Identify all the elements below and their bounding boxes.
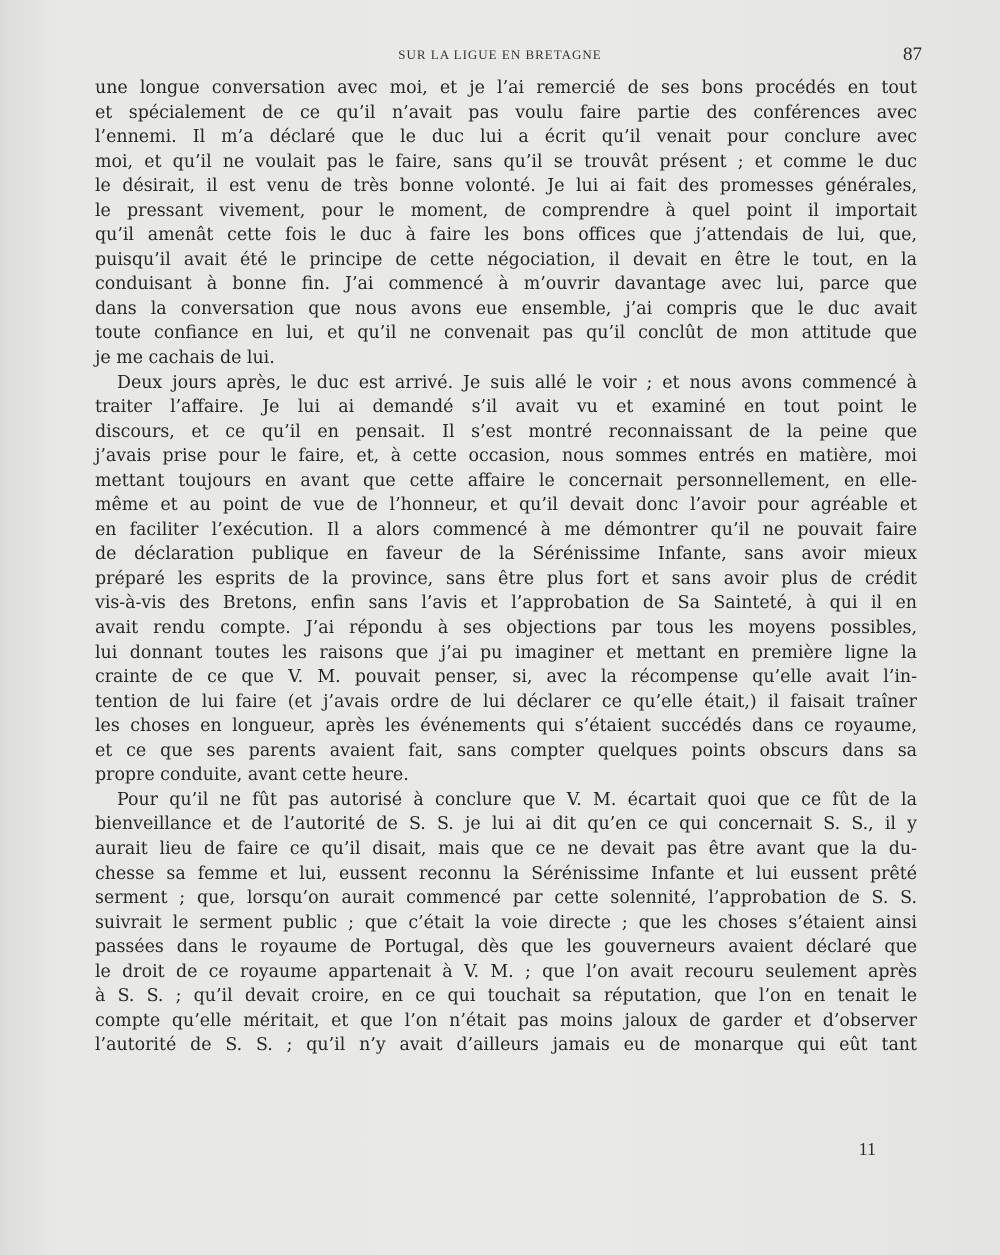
text-line: même et au point de vue de l’honneur, et qu’il devait donc l’avoir pour agréable et bbox=[95, 495, 917, 516]
text-line: bienveillance et de l’autorité de S. S. je lui ai dit qu’en ce qui concernait S. S., il y bbox=[95, 814, 917, 835]
text-line: Deux jours après, le duc est arrivé. Je suis allé le voir ; et nous avons commencé à bbox=[117, 372, 917, 393]
text-line: vis-à-vis des Bretons, enfin sans l’avis et l’approbation de Sa Sainteté, à qui il en bbox=[95, 593, 917, 614]
text-line: puisqu’il avait été le principe de cette négociation, il devait en être le tout, en la bbox=[95, 249, 917, 270]
text-line: mettant toujours en avant que cette affaire le concernait personnellement, en elle- bbox=[95, 470, 917, 491]
text-line: Pour qu’il ne fût pas autorisé à conclure que V. M. écartait quoi que ce fût de la bbox=[117, 789, 917, 810]
text-line: lui donnant toutes les raisons que j’ai pu imaginer et mettant en première ligne la bbox=[95, 642, 917, 663]
text-line: le désirait, il est venu de très bonne volonté. Je lui ai fait des promesses générales, bbox=[95, 176, 917, 197]
text-line: suivrait le serment public ; que c’était la voie directe ; que les choses s’étaient ainsi bbox=[95, 912, 917, 933]
text-line: crainte de ce que V. M. pouvait penser, si, avec la récompense qu’elle avait l’in- bbox=[95, 667, 917, 688]
text-line: toute confiance en lui, et qu’il ne convenait pas qu’il conclût de mon attitude que bbox=[95, 323, 917, 344]
text-line: avait rendu compte. J’ai répondu à ses objections par tous les moyens possibles, bbox=[95, 618, 917, 639]
text-line: et spécialement de ce qu’il n’avait pas voulu faire partie des conférences avec bbox=[95, 102, 917, 123]
text-line: l’autorité de S. S. ; qu’il n’y avait d’ailleurs jamais eu de monarque qui eût tant bbox=[95, 1035, 917, 1056]
text-line: une longue conversation avec moi, et je l’ai remercié de ses bons procédés en tout bbox=[95, 78, 917, 98]
text-line: et ce que ses parents avaient fait, sans compter quelques points obscurs dans sa bbox=[95, 740, 917, 761]
text-line: moi, et qu’il ne voulait pas le faire, sans qu’il se trouvât présent ; et comme le duc bbox=[95, 151, 917, 172]
body-text bbox=[95, 76, 917, 1058]
text-line: je me cachais de lui. bbox=[95, 348, 275, 369]
text-line: aurait lieu de faire ce qu’il disait, mais que ce ne devait pas être avant que la du- bbox=[95, 838, 917, 859]
text-line: passées dans le royaume de Portugal, dès que les gouverneurs avaient déclaré que bbox=[95, 937, 917, 958]
text-line: les choses en longueur, après les événements qui s’étaient succédés dans ce royaume, bbox=[95, 716, 917, 737]
text-line: chesse sa femme et lui, eussent reconnu la Sérénissime Infante et lui eussent prêté bbox=[95, 863, 917, 884]
text-line: à S. S. ; qu’il devait croire, en ce qui touchait sa réputation, que l’on en tenait le bbox=[95, 986, 917, 1007]
text-line: discours, et ce qu’il en pensait. Il s’est montré reconnaissant de la peine que bbox=[95, 421, 917, 442]
signature-mark: 11 bbox=[858, 1139, 876, 1159]
text-line: de déclaration publique en faveur de la Sérénissime Infante, sans avoir mieux bbox=[95, 544, 917, 565]
text-line: serment ; que, lorsqu’on aurait commencé par cette solennité, l’approbation de S. S. bbox=[95, 888, 917, 909]
text-line: l’ennemi. Il m’a déclaré que le duc lui a écrit qu’il venait pour conclure avec bbox=[95, 127, 917, 148]
text-line: qu’il amenât cette fois le duc à faire les bons offices que j’attendais de lui, que, bbox=[95, 225, 917, 246]
text-line: propre conduite, avant cette heure. bbox=[95, 765, 409, 786]
running-title: SUR LA LIGUE EN BRETAGNE bbox=[398, 47, 602, 62]
text-line: préparé les esprits de la province, sans être plus fort et sans avoir plus de crédit bbox=[95, 568, 917, 589]
text-line: dans la conversation que nous avons eue ensemble, j’ai compris que le duc avait bbox=[95, 298, 917, 319]
text-line: compte qu’elle méritait, et que l’on n’était pas moins jaloux de garder et d’observer bbox=[95, 1010, 917, 1031]
text-line: traiter l’affaire. Je lui ai demandé s’il avait vu et examiné en tout point le bbox=[95, 397, 917, 418]
text-line: j’avais prise pour le faire, et, à cette occasion, nous sommes entrés en matière, moi bbox=[95, 446, 917, 467]
text-line: tention de lui faire (et j’avais ordre de lui déclarer ce qu’elle était,) il faisait traîner bbox=[95, 691, 917, 712]
text-line: conduisant à bonne fin. J’ai commencé à m’ouvrir davantage avec lui, parce que bbox=[95, 274, 917, 295]
text-line: le pressant vivement, pour le moment, de comprendre à quel point il importait bbox=[95, 200, 917, 221]
page-number: 87 bbox=[903, 44, 922, 65]
text-line: le droit de ce royaume appartenait à V. M. ; que l’on avait recouru seulement après bbox=[95, 961, 917, 982]
text-line: en faciliter l’exécution. Il a alors commencé à me démontrer qu’il ne pouvait faire bbox=[95, 519, 917, 540]
